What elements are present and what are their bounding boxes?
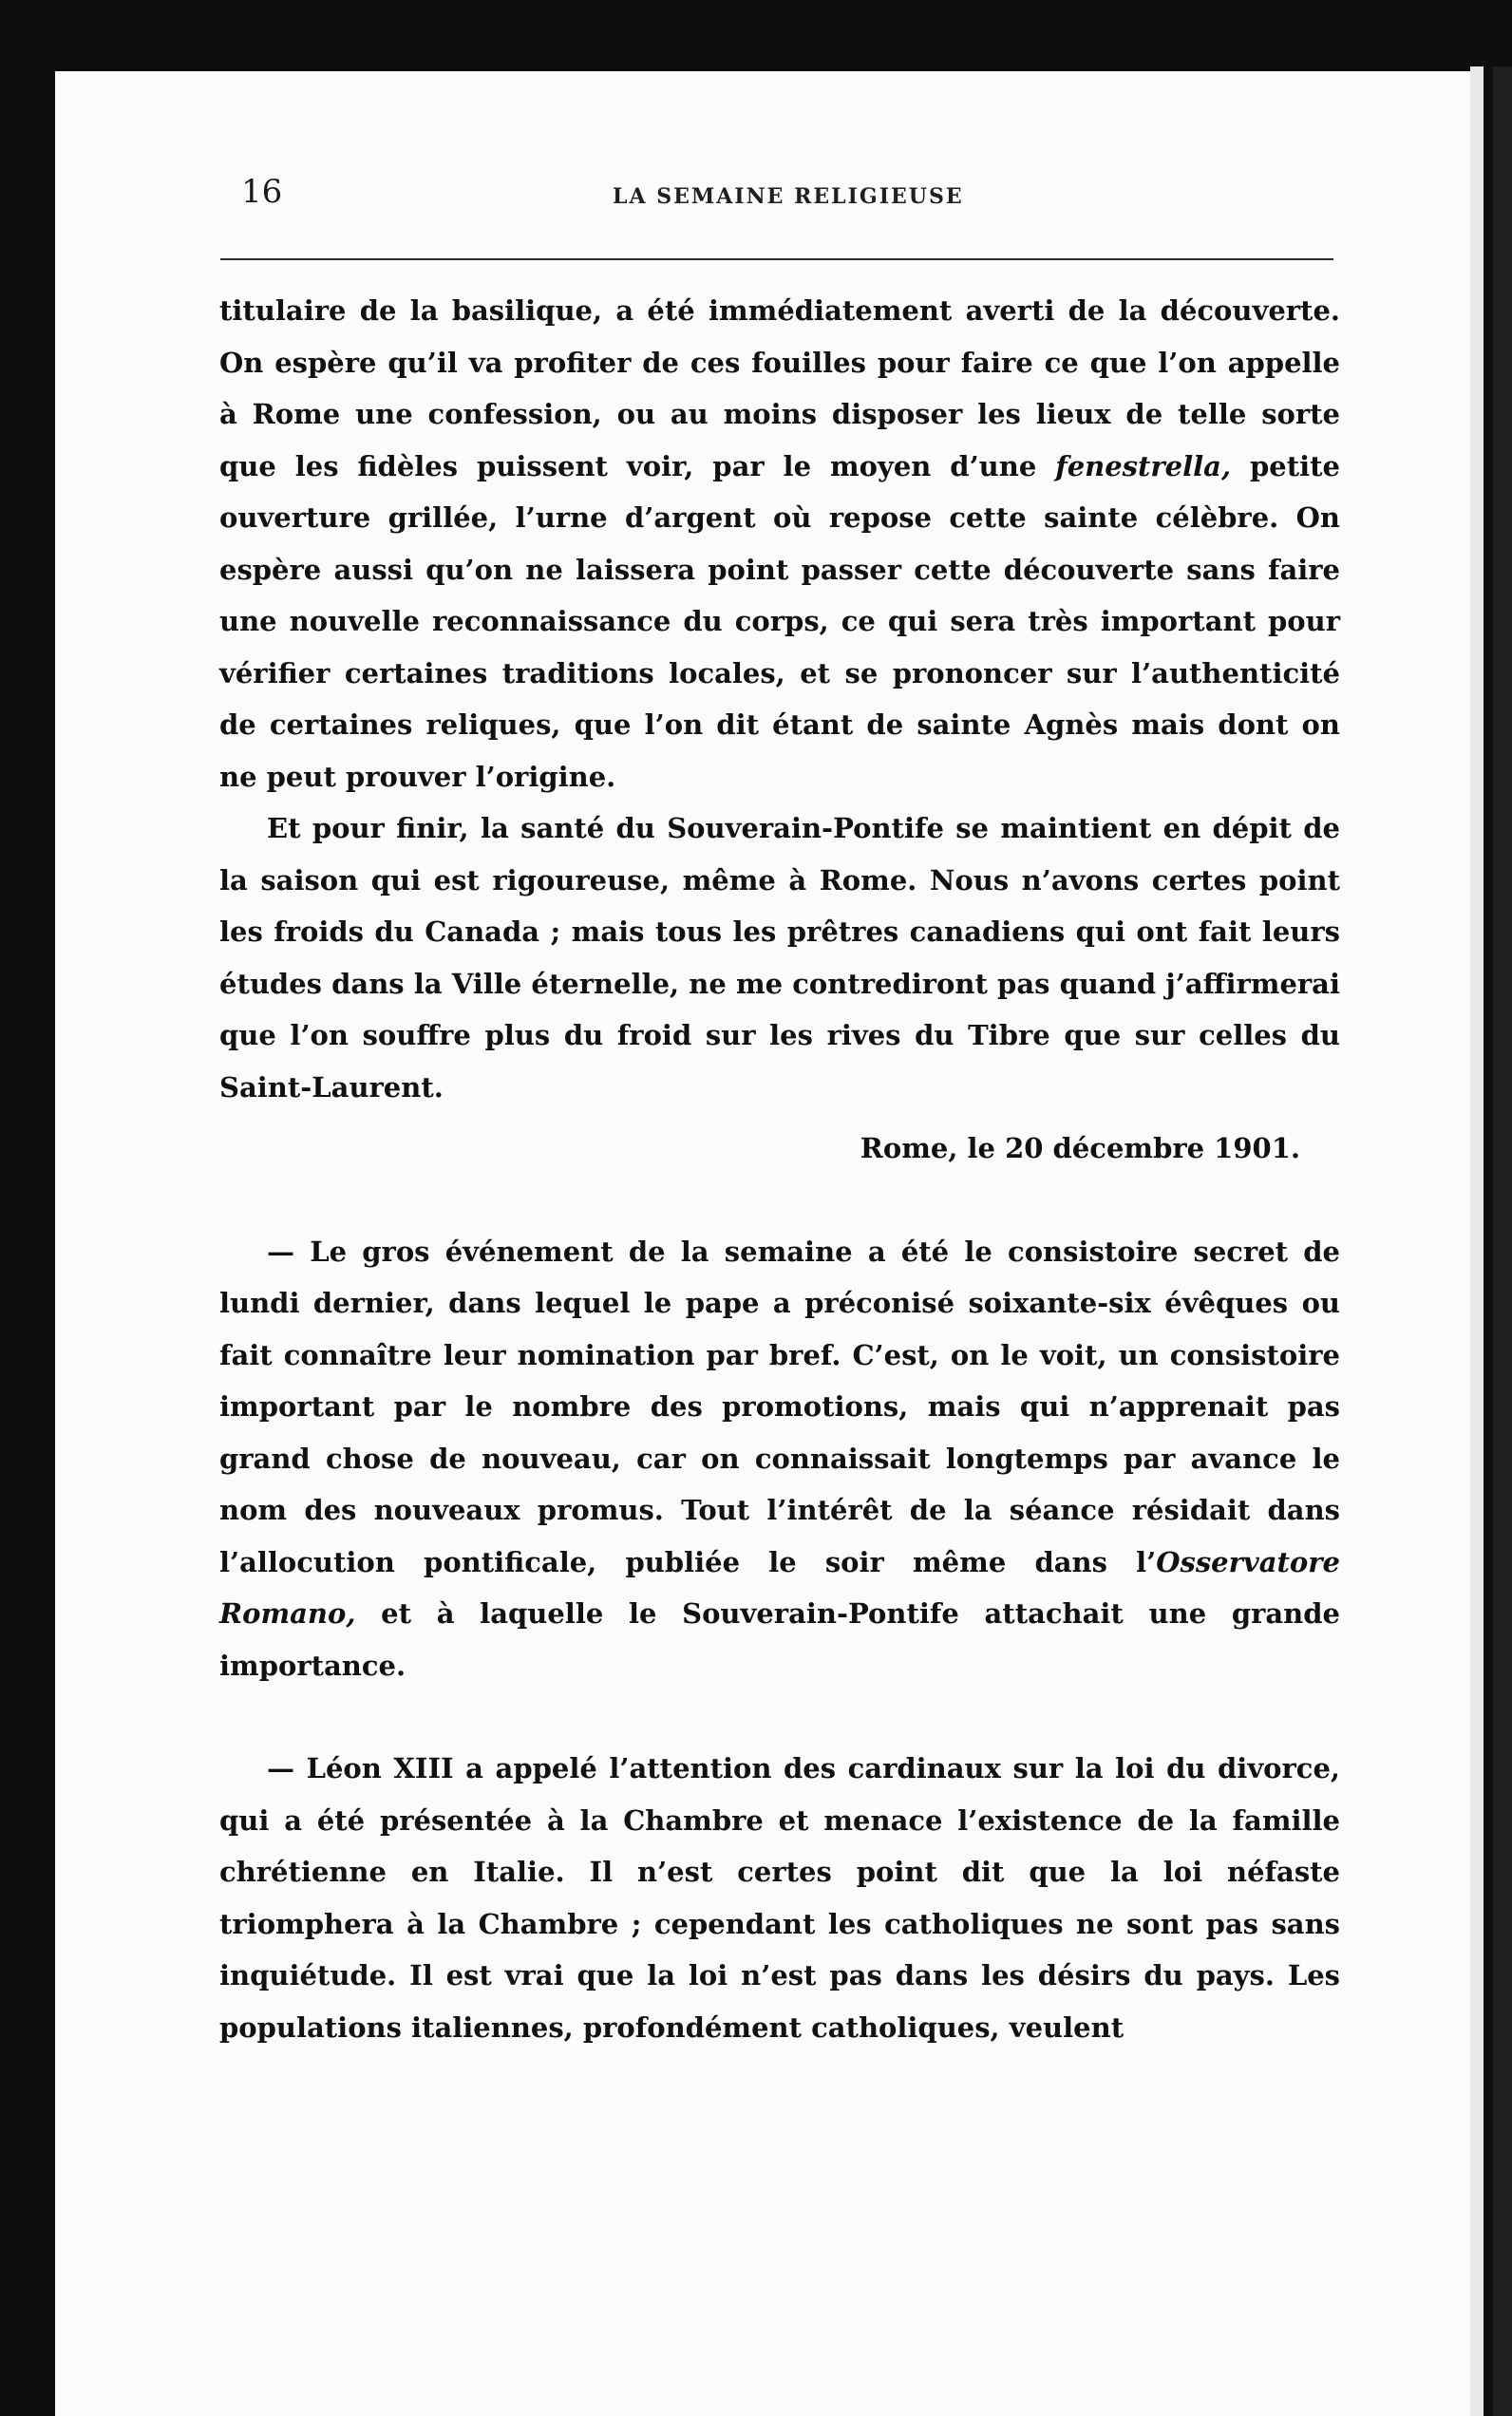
- scan-border-top: [0, 0, 1512, 71]
- page-number: 16: [241, 173, 283, 211]
- paragraph-text: et à laquelle le Souverain-Pontife attachait une grande importance.: [219, 1597, 1340, 1682]
- paragraph-divorce: — Léon XIII a appelé l’attention des cardinaux sur la loi du divorce, qui a été présentée à la Chambre et menace l’existence de la famille chrétienne en Italie. Il n’est certes point dit que la loi néfaste triomphera à la Chambre ; cependant les catholiques ne sont pas sans inquiétude. Il est vrai que la loi n’est pas dans les désirs du pays. Les populations italiennes, profondément catholiques, veulent: [219, 1752, 1340, 2044]
- page-header: [190, 169, 1339, 226]
- paragraph-text: titulaire de la basilique, a été immédiatement averti de la découverte. On espère qu’il va profiter de ces fouilles pour faire ce que l’on appelle à Rome une confession, ou au moins disposer les lieux de telle sorte que les fidèles puissent voir, par le moyen d’une: [219, 294, 1340, 482]
- page-edge-right: [1470, 66, 1512, 2416]
- paragraph-sante: Et pour finir, la santé du Souverain-Pontife se maintient en dépit de la saison qui est rigoureuse, même à Rome. Nous n’avons certes point les froids du Canada ; mais tous les prêtres canadiens qui ont fait leurs études dans la Ville éternelle, ne me contrediront pas quand j’affirmerai que l’on souffre plus du froid sur les rives du Tibre que sur celles du Saint-Laurent.: [219, 812, 1340, 1104]
- dateline: Rome, le 20 décembre 1901.: [860, 1132, 1300, 1164]
- italic-title: Osservatore Romano,: [219, 1545, 1340, 1630]
- scan-border-left: [0, 0, 55, 2416]
- paragraph-basilique: [219, 285, 1340, 802]
- header-rule: [220, 258, 1333, 260]
- paragraph-text: petite ouverture grillée, l’urne d’argent où repose cette sainte célèbre. On espère aussi qu’on ne laissera point passer cette découverte sans faire une nouvelle reconnaissance du corps, ce qui sera très important pour vérifier certaines traditions locales, et se prononcer sur l’authenticité de certaines reliques, que l’on dit étant de sainte Agnès mais dont on ne peut prouver l’origine.: [219, 449, 1340, 793]
- paragraph-text: — Le gros événement de la semaine a été le consistoire secret de lundi dernier, dans lequel le pape a préconisé soixante-six évêques ou fait connaître leur nomination par bref. C’est, on le voit, un consistoire important par le nombre des promotions, mais qui n’apprenait pas grand chose de nouveau, car on connaissait longtemps par avance le nom des nouveaux promus. Tout l’intérêt de la séance résidait dans l’allocution pontificale, publiée le soir même dans l’: [219, 1235, 1340, 1578]
- running-title: LA SEMAINE RELIGIEUSE: [613, 184, 964, 209]
- paragraph-consistoire: [219, 1226, 1340, 1692]
- italic-term: fenestrella,: [1055, 449, 1232, 482]
- article-body: [219, 285, 1340, 2053]
